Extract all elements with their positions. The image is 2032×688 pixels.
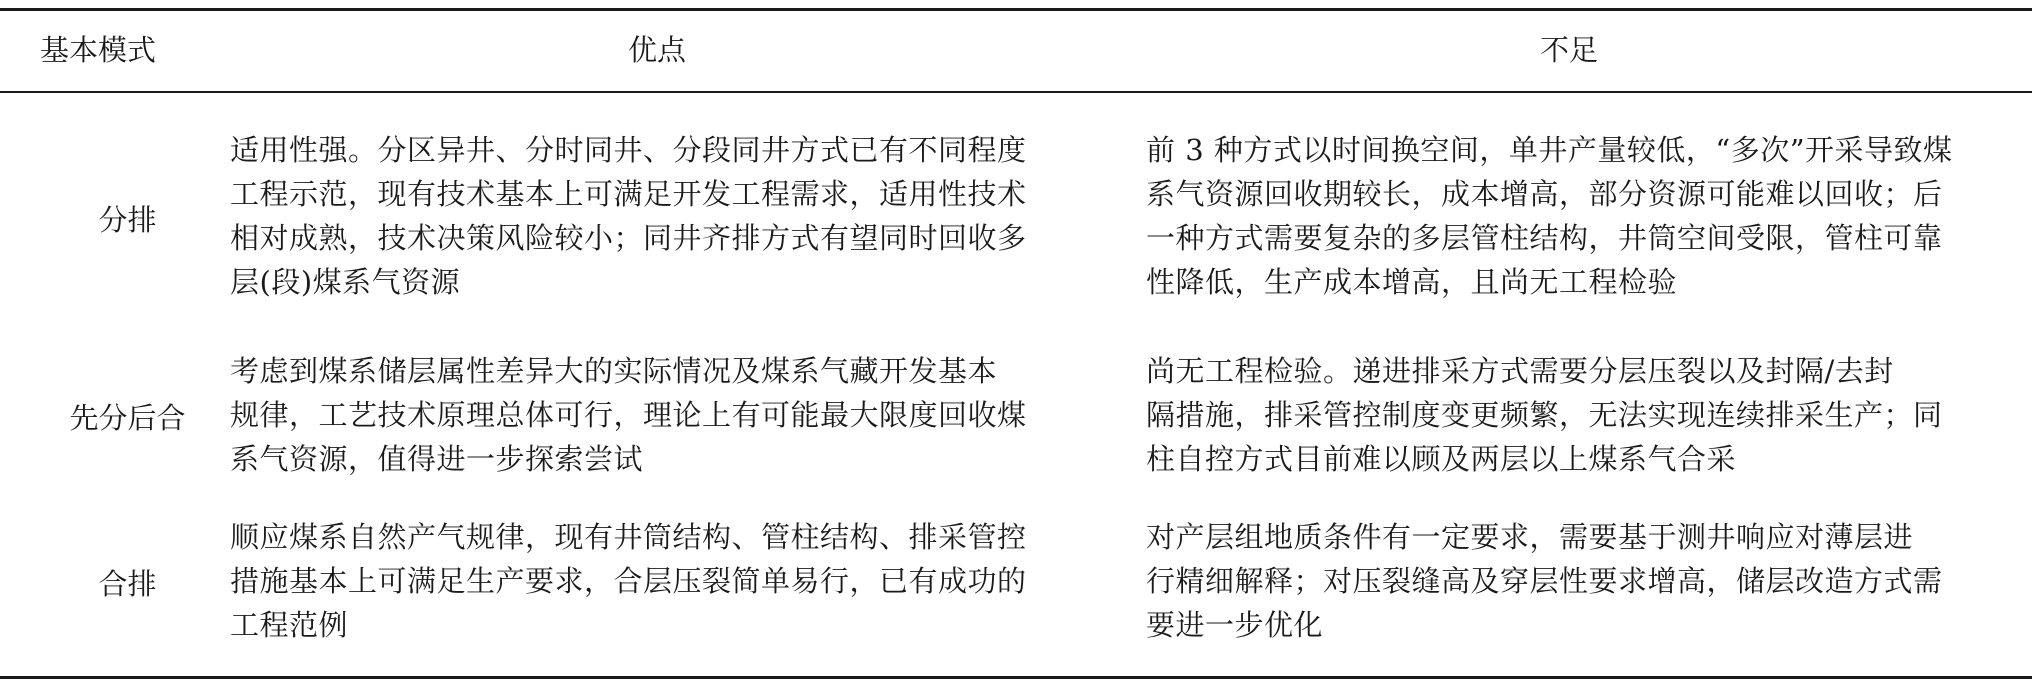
text-line: 性降低，生产成本增高，且尚无工程检验: [1146, 265, 1678, 299]
text-line: 要进一步优化: [1146, 608, 1324, 642]
table-bottom-rule: [0, 676, 2032, 679]
text-line: 系气资源，值得进一步探索尝试: [230, 442, 644, 476]
row-disadvantages-combined: [1146, 517, 1943, 649]
text-line: 规律，工艺技术原理总体可行，理论上有可能最大限度回收煤: [230, 398, 1027, 432]
text-line: 一种方式需要复杂的多层管柱结构，井筒空间受限，管柱可靠: [1146, 221, 1943, 255]
table-header-rule: [0, 91, 2032, 93]
header-disadvantages: 不足: [1540, 33, 1599, 67]
text-line: 相对成熟，技术决策风险较小；同井齐排方式有望同时回收多: [230, 221, 1027, 255]
text-line: 柱自控方式目前难以顾及两层以上煤系气合采: [1146, 442, 1737, 476]
text-line: 适用性强。分区异井、分时同井、分段同井方式已有不同程度: [230, 133, 1027, 167]
text-line: 行精细解释；对压裂缝高及穿层性要求增高，储层改造方式需: [1146, 564, 1943, 598]
text-line: 尚无工程检验。递进排采方式需要分层压裂以及封隔/去封: [1146, 354, 1894, 388]
row-disadvantages-separate-then-combined: [1146, 351, 1943, 483]
row-advantages-combined: [230, 517, 1027, 649]
row-disadvantages-separate: [1146, 130, 1953, 306]
row-mode-separate: 分排: [98, 203, 157, 237]
text-line: 隔措施，排采管控制度变更频繁，无法实现连续排采生产；同: [1146, 398, 1943, 432]
text-line: 考虑到煤系储层属性差异大的实际情况及煤系气藏开发基本: [230, 354, 998, 388]
text-line: 工程范例: [230, 608, 349, 642]
row-advantages-separate-then-combined: [230, 351, 1027, 483]
header-advantages: 优点: [628, 33, 687, 67]
table-top-rule: [0, 8, 2032, 11]
text-line: 前 3 种方式以时间换空间，单井产量较低，“多次”开采导致煤: [1146, 133, 1953, 167]
header-mode: 基本模式: [40, 33, 157, 67]
row-mode-combined: 合排: [98, 567, 157, 601]
text-line: 层(段)煤系气资源: [230, 265, 461, 299]
text-line: 系气资源回收期较长，成本增高，部分资源可能难以回收；后: [1146, 177, 1943, 211]
text-line: 对产层组地质条件有一定要求，需要基于测井响应对薄层进: [1146, 520, 1914, 554]
row-mode-separate-then-combined: 先分后合: [69, 401, 186, 435]
text-line: 措施基本上可满足生产要求，合层压裂简单易行，已有成功的: [230, 564, 1027, 598]
text-line: 顺应煤系自然产气规律，现有井筒结构、管柱结构、排采管控: [230, 520, 1027, 554]
row-advantages-separate: [230, 130, 1027, 306]
text-line: 工程示范，现有技术基本上可满足开发工程需求，适用性技术: [230, 177, 1027, 211]
